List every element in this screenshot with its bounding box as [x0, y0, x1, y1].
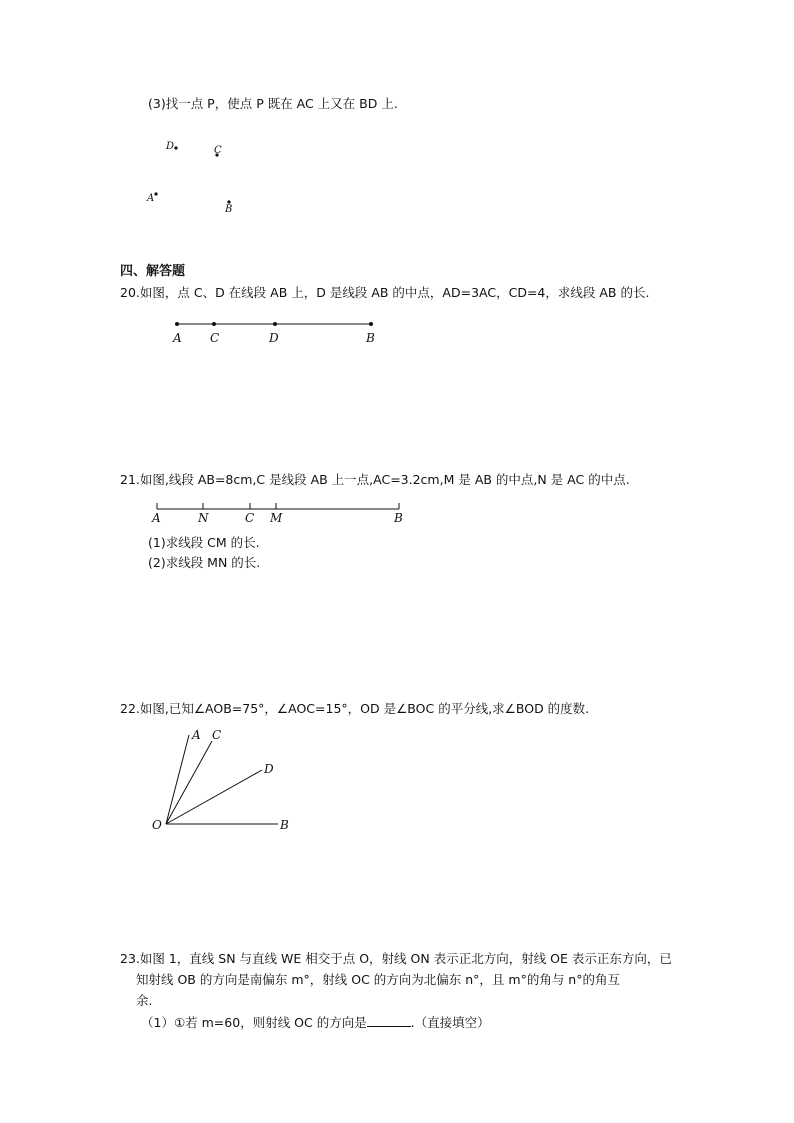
point-D-dot [174, 146, 177, 149]
q20-text: 20.如图，点 C、D 在线段 AB 上，D 是线段 AB 的中点，AD=3AC，CD=4，求线段 AB 的长. [120, 285, 650, 300]
answer-blank[interactable] [367, 1014, 411, 1027]
q22-label-C: C [212, 728, 222, 742]
q20-label-B: B [366, 331, 375, 345]
q21-sub2: (2)求线段 MN 的长. [148, 555, 261, 570]
q19-label-B: B [225, 204, 233, 215]
q19-label-A: A [147, 193, 155, 204]
q19-label-C: C [214, 145, 222, 156]
q23-sub1 [141, 1014, 490, 1031]
q20-point-B [369, 322, 373, 326]
q21-label-A: A [152, 511, 161, 525]
point-A-dot [154, 192, 157, 195]
q21-text: 21.如图,线段 AB=8cm,C 是线段 AB 上一点,AC=3.2cm,M 是 AB 的中点,N 是 AC 的中点. [120, 472, 630, 487]
q21-sub1: (1)求线段 CM 的长. [148, 535, 260, 550]
q23-sub1-prefix: （1）①若 m=60，则射线 OC 的方向是 [141, 1015, 367, 1030]
q20-label-D: D [269, 331, 279, 345]
q22-ray-OA [166, 735, 189, 824]
q23-line2: 知射线 OB 的方向是南偏东 m°，射线 OC 的方向为北偏东 n°，且 m°的角与 n°的角互 [136, 972, 620, 987]
q20-label-A: A [173, 331, 182, 345]
q20-point-D [273, 322, 277, 326]
q23-line1: 23.如图 1，直线 SN 与直线 WE 相交于点 O，射线 ON 表示正北方向，射线 OE 表示正东方向，已 [120, 951, 672, 966]
section-title: 四、解答题 [120, 264, 186, 279]
q22-label-D: D [264, 762, 274, 776]
q21-label-M: M [270, 511, 283, 525]
q21-label-N: N [198, 511, 209, 525]
q23-sub1-suffix: .（直接填空） [410, 1015, 490, 1030]
q23-line3: 余. [136, 993, 153, 1008]
q22-text: 22.如图,已知∠AOB=75°，∠AOC=15°，OD 是∠BOC 的平分线,求∠BOD 的度数. [120, 701, 590, 716]
q20-point-A [175, 322, 179, 326]
q21-label-C: C [245, 511, 255, 525]
q21-label-B: B [394, 511, 403, 525]
q19-part3-text: (3)找一点 P，使点 P 既在 AC 上又在 BD 上. [148, 96, 398, 111]
q20-point-C [212, 322, 216, 326]
q20-label-C: C [210, 331, 220, 345]
q22-label-B: B [280, 818, 289, 832]
q22-label-O: O [152, 818, 162, 832]
q22-label-A: A [192, 728, 201, 742]
q19-label-D: D [166, 141, 175, 152]
